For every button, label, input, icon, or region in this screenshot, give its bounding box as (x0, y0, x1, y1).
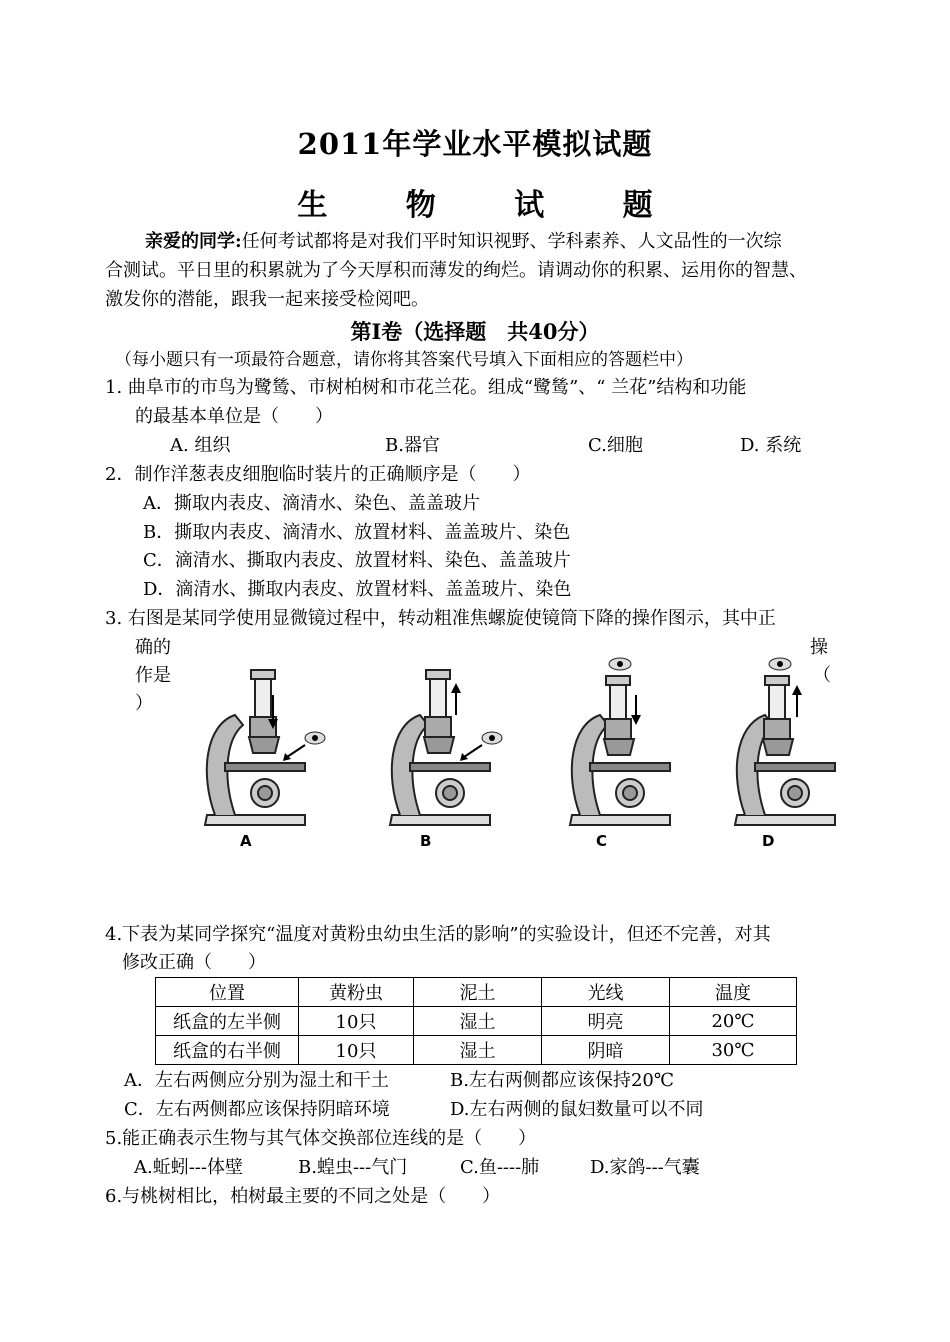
q2-option-d: D．滴清水、撕取内表皮、放置材料、盖盖玻片、染色 (143, 579, 572, 600)
q1-stem-2: 的最基本单位是（ ） (135, 406, 333, 427)
microscope-figure-c (560, 655, 710, 855)
table-cell: 纸盒的右半侧 (156, 1036, 299, 1065)
microscope-figure-b (380, 655, 530, 855)
intro-greeting: 亲爱的同学: (145, 231, 242, 252)
table-cell: 湿土 (414, 1007, 542, 1036)
table-cell: 20℃ (670, 1007, 797, 1036)
table-header: 温度 (670, 978, 797, 1007)
table-cell: 阴暗 (542, 1036, 670, 1065)
q3-stem-3b: （ (813, 665, 831, 686)
q1-option-a: A. 组织 (170, 435, 231, 456)
q2-stem: 2．制作洋葱表皮细胞临时装片的正确顺序是（ ） (105, 464, 531, 485)
q2-option-b: B．撕取内表皮、滴清水、放置材料、盖盖玻片、染色 (143, 522, 571, 543)
exam-title: 2011年学业水平模拟试题 (297, 127, 653, 161)
table-cell: 纸盒的左半侧 (156, 1007, 299, 1036)
q4-stem-1: 4.下表为某同学探究“温度对黄粉虫幼虫生活的影响”的实验设计，但还不完善，对其 (105, 924, 771, 945)
table-header: 位置 (156, 978, 299, 1007)
q4-option-b: B.左右两侧都应该保持20℃ (450, 1070, 674, 1091)
q3-stem-3a: 作是 (135, 665, 171, 686)
table-row (156, 1036, 797, 1065)
table-header: 泥土 (414, 978, 542, 1007)
q2-option-a: A．撕取内表皮、滴清水、染色、盖盖玻片 (143, 493, 480, 514)
q1-option-b: B.器官 (385, 435, 440, 456)
q4-stem-2: 修改正确（ ） (122, 952, 266, 973)
figure-label-a: A (240, 832, 252, 850)
intro-line-1: 亲爱的同学:任何考试都将是对我们平时知识视野、学科素养、人文品性的一次综 (145, 231, 782, 252)
exam-subtitle: 生 物 试 题 (297, 188, 687, 223)
microscope-figure-d (725, 655, 875, 855)
intro-line-3: 激发你的潜能，跟我一起来接受检阅吧。 (105, 289, 429, 310)
q3-stem-1: 3. 右图是某同学使用显微镜过程中，转动粗准焦螺旋使镜筒下降的操作图示，其中正 (105, 608, 776, 629)
q1-option-d: D. 系统 (740, 435, 802, 456)
intro-line-2: 合测试。平日里的积累就为了今天厚积而薄发的绚烂。请调动你的积累、运用你的智慧、 (105, 260, 807, 281)
q5-stem: 5.能正确表示生物与其气体交换部位连线的是（ ） (105, 1128, 537, 1149)
q4-option-a: A．左右两侧应分别为湿土和干土 (124, 1070, 389, 1091)
q3-stem-2b: 操 (810, 637, 828, 658)
table-row (156, 1007, 797, 1036)
q6-stem: 6.与桃树相比，柏树最主要的不同之处是（ ） (105, 1186, 501, 1207)
table-cell: 10只 (299, 1036, 414, 1065)
q4-option-c: C．左右两侧都应该保持阴暗环境 (124, 1099, 390, 1120)
q5-option-b: B.蝗虫---气门 (298, 1157, 408, 1178)
experiment-table (155, 977, 797, 1065)
section-title: 第Ⅰ卷（选择题 共40分） (350, 319, 600, 344)
q4-option-d: D.左右两侧的鼠妇数量可以不同 (450, 1099, 704, 1120)
q5-option-a: A.蚯蚓---体壁 (134, 1157, 243, 1178)
q5-option-c: C.鱼----肺 (460, 1157, 540, 1178)
section-note: （每小题只有一项最符合题意，请你将其答案代号填入下面相应的答题栏中） (115, 350, 693, 370)
table-header-row (156, 978, 797, 1007)
table-header: 黄粉虫 (299, 978, 414, 1007)
table-cell: 明亮 (542, 1007, 670, 1036)
table-cell: 10只 (299, 1007, 414, 1036)
figure-label-c: C (596, 832, 608, 850)
microscope-figure-a (195, 655, 345, 855)
q5-option-d: D.家鸽---气囊 (590, 1157, 700, 1178)
q1-option-c: C.细胞 (588, 435, 643, 456)
table-cell: 湿土 (414, 1036, 542, 1065)
q3-stem-2a: 确的 (135, 637, 171, 658)
figure-label-b: B (420, 832, 432, 850)
figure-label-d: D (762, 832, 775, 850)
q3-stem-4: ） (135, 693, 153, 714)
q1-stem-1: 1. 曲阜市的市鸟为鹭鸶、市树柏树和市花兰花。组成“鹭鸶”、“ 兰花”结构和功能 (105, 377, 747, 398)
q2-option-c: C．滴清水、撕取内表皮、放置材料、染色、盖盖玻片 (143, 550, 571, 571)
table-header: 光线 (542, 978, 670, 1007)
table-cell: 30℃ (670, 1036, 797, 1065)
